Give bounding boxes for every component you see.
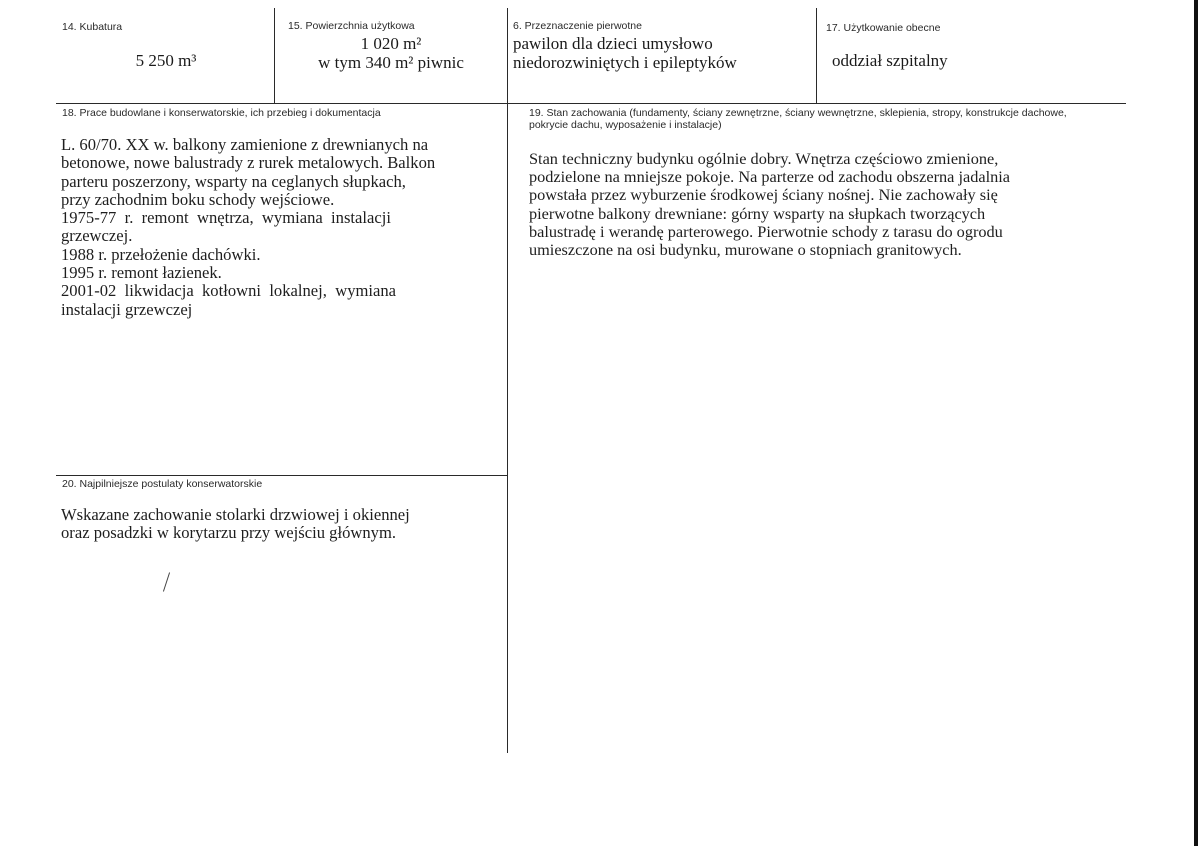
prace-line: instalacji grzewczej	[61, 299, 193, 319]
prace-line: 2001-02 likwidacja kotłowni lokalnej, wymiana	[61, 281, 397, 301]
stan-line: Stan techniczny budynku ogólnie dobry. Wnętrza częściowo zmienione,	[529, 149, 999, 168]
przeznaczenie-label: 6. Przeznaczenie pierwotne	[513, 20, 642, 32]
powierzchnia-value-line1: 1 020 m²	[360, 34, 422, 53]
postulaty-text	[61, 506, 487, 543]
przeznaczenie-value-line2: niedorozwiniętych i epileptyków	[513, 53, 737, 72]
prace-line: 1988 r. przełożenie dachówki.	[61, 244, 261, 264]
page-right-edge	[1194, 0, 1198, 846]
stan-text	[529, 150, 1119, 259]
prace-bottom-border	[56, 475, 508, 476]
przeznaczenie-value-line1: pawilon dla dzieci umysłowo	[513, 34, 713, 53]
stan-label-line2: pokrycie dachu, wyposażenie i instalacje)	[529, 119, 722, 131]
divider-main	[507, 8, 508, 753]
stan-line: umieszczone na osi budynku, murowane o stopniach granitowych.	[529, 240, 962, 260]
powierzchnia-label: 15. Powierzchnia użytkowa	[288, 20, 415, 32]
divider-kubatura	[274, 8, 275, 104]
prace-line: 1995 r. remont łazienek.	[61, 263, 222, 283]
prace-label: 18. Prace budowlane i konserwatorskie, ich przebieg i dokumentacja	[62, 107, 381, 119]
stan-label-line1: 19. Stan zachowania (fundamenty, ściany zewnętrzne, ściany wewnętrzne, sklepienia, stropy, konstrukcje dachowe,	[529, 107, 1067, 119]
postulaty-line: Wskazane zachowanie stolarki drzwiowej i okiennej	[61, 505, 410, 524]
postulaty-line: oraz posadzki w korytarzu przy wejściu głównym.	[61, 523, 397, 543]
postulaty-label: 20. Najpilniejsze postulaty konserwatorskie	[62, 478, 263, 490]
prace-line: przy zachodnim boku schody wejściowe.	[61, 189, 335, 209]
stan-line: powstała przez wyburzenie środkowej ściany nośnej. Nie zachowały się	[529, 185, 998, 205]
prace-line: grzewczej.	[61, 226, 133, 246]
uzytkowanie-value: oddział szpitalny	[832, 51, 948, 70]
kubatura-label: 14. Kubatura	[62, 21, 123, 33]
uzytkowanie-label: 17. Użytkowanie obecne	[826, 22, 941, 34]
prace-line: 1975-77 r. remont wnętrza, wymiana instalacji	[61, 208, 391, 228]
powierzchnia-value-line2: w tym 340 m² piwnic	[318, 53, 464, 72]
stan-line: podzielone na mniejsze pokoje. Na parterze od zachodu obszerna jadalnia	[529, 167, 1010, 187]
prace-line: betonowe, nowe balustrady z rurek metalowych. Balkon	[61, 153, 436, 173]
top-row-bottom-border	[56, 103, 1126, 104]
stan-line: pierwotne balkony drewniane: górny wsparty na słupkach tworzących	[529, 203, 986, 223]
divider-uzytkowanie	[816, 8, 817, 104]
prace-line: L. 60/70. XX w. balkony zamienione z drewnianych na	[61, 135, 429, 154]
kubatura-value: 5 250 m³	[135, 51, 197, 70]
prace-text	[61, 136, 490, 319]
stan-line: balustradę i werandę parterowego. Pierwotnie schody z tarasu do ogrodu	[529, 221, 1003, 241]
prace-line: parteru poszerzony, wsparty na ceglanych słupkach,	[61, 171, 406, 191]
pen-stroke-mark	[163, 572, 170, 591]
